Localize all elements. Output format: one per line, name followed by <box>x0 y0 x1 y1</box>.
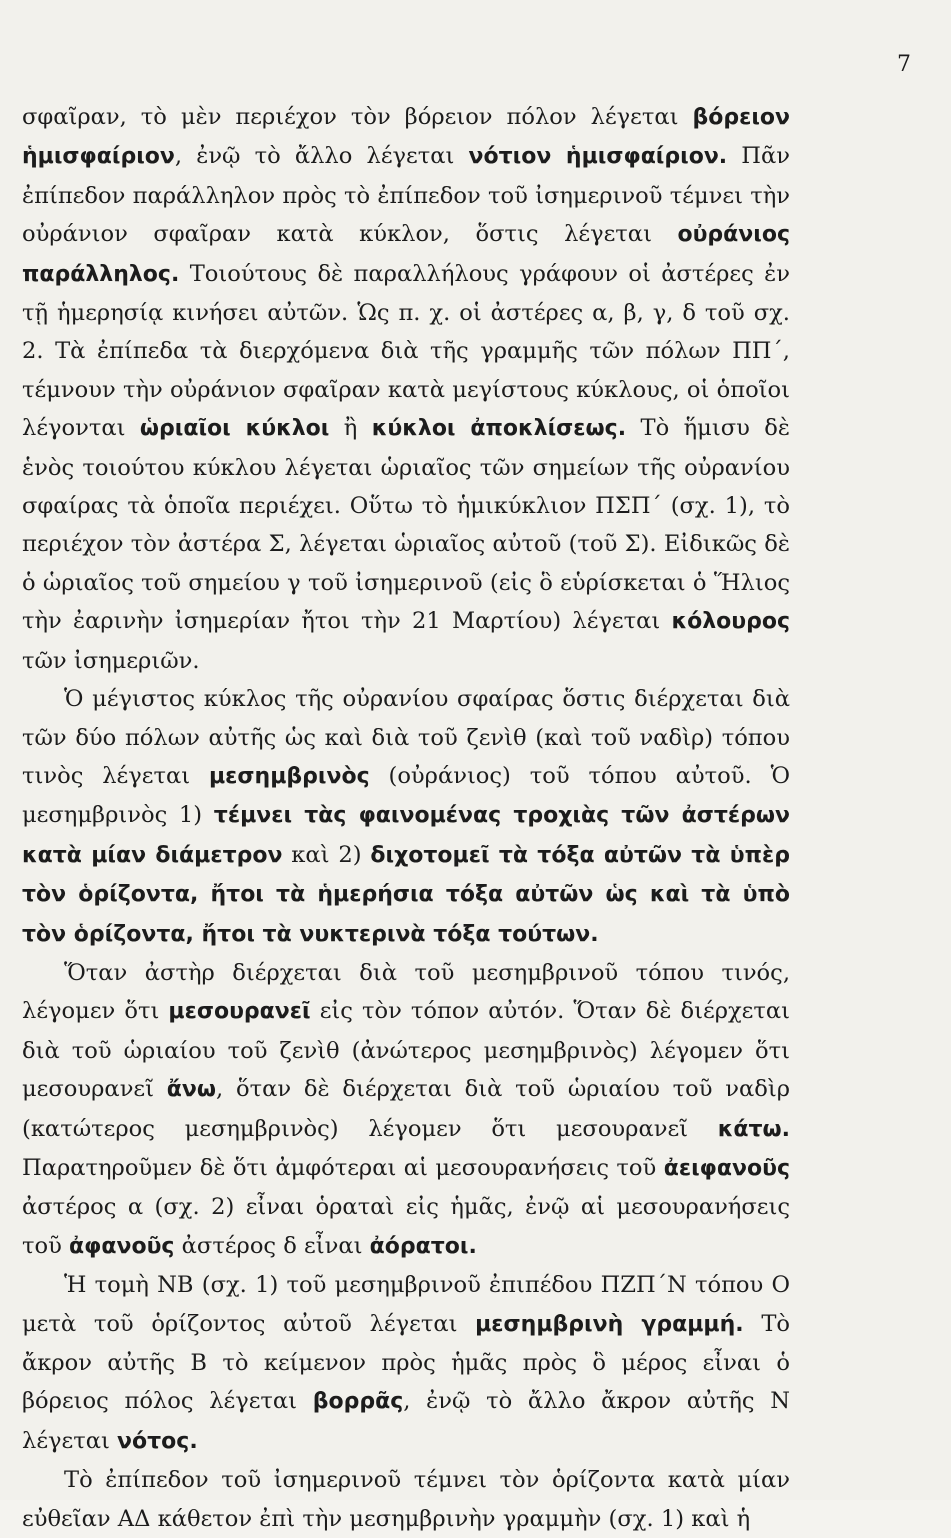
bold-term: μεσουρανεῖ <box>168 999 311 1025</box>
text-run: Τὸ ἄκρον αὐτῆς Β τὸ κείμενον πρὸς ἡμᾶς πρὸς ὃ μέρος εἶναι ὁ βόρειος πόλος λέγεται <box>22 1310 790 1415</box>
paragraph-meridian-line <box>22 1266 790 1461</box>
bold-term: διχοτομεῖ τὰ τόξα αὐτῶν τὰ ὑπὲρ τὸν ὁρίζοντα, ἤτοι τὰ ἡμερήσια τόξα αὐτῶν ὡς καὶ τὰ ὑπὸ τὸν ὁρίζοντα, ἤτοι τὰ νυκτερινὰ τόξα τούτων. <box>22 842 790 947</box>
bold-term: κόλουρος <box>671 609 790 635</box>
bold-term: νότος. <box>117 1428 198 1454</box>
bold-term: μεσημβρινὸς <box>208 763 370 789</box>
text-run: , ἐνῷ τὸ ἄλλο λέγεται <box>174 143 469 170</box>
text-run: Παρατηροῦμεν δὲ ὅτι ἀμφότεραι αἱ μεσουρανήσεις τοῦ <box>22 1154 664 1181</box>
bold-term: κάτω. <box>717 1116 790 1142</box>
bold-term: κύκλοι ἀποκλίσεως. <box>371 416 627 442</box>
text-run: τῶν ἰσημεριῶν. <box>22 647 200 674</box>
text-run: Τὸ ἐπίπεδον τοῦ ἰσημερινοῦ τέμνει τὸν ὁρίζοντα κατὰ μίαν εὐθεῖαν ΑΔ κάθετον ἐπὶ τὴν μεσημβρινὴν γραμμὴν (σχ. 1) καὶ ἡ <box>22 1467 790 1532</box>
bold-term: μεσημβρινὴ γραμμή. <box>475 1311 744 1337</box>
page-number: 7 <box>897 52 911 77</box>
text-run: Ἡ τομὴ ΝΒ (σχ. 1) τοῦ μεσημβρινοῦ ἐπιπέδου ΠΖΠ΄Ν τόπου Ο μετὰ τοῦ ὁρίζοντος αὐτοῦ λέγεται <box>22 1272 790 1337</box>
bold-term: βορρᾶς <box>312 1389 404 1415</box>
bold-term: ἀφανοῦς <box>69 1233 175 1259</box>
text-run: ἢ <box>329 415 372 442</box>
text-run: , ἐνῷ τὸ ἄλλο ἄκρον αὐτῆς Ν λέγεται <box>22 1388 790 1454</box>
text-run: ἀστέρος δ εἶναι <box>174 1232 370 1259</box>
text-run: εἰς τὸν τόπον αὐτόν. Ὅταν δὲ διέρχεται διὰ τοῦ ὡριαίου τοῦ ζενὶθ (ἀνώτερος μεσημβρινὸς) λέγομεν ὅτι μεσουρανεῖ <box>22 998 790 1103</box>
text-run: ἀστέρος α (σχ. 2) εἶναι ὁραταὶ εἰς ἡμᾶς, ἐνῷ αἱ μεσουρανήσεις τοῦ <box>22 1194 790 1259</box>
paragraph-parallels-and-hour-circles <box>22 98 790 680</box>
body-text <box>22 98 790 1538</box>
bold-term: ἀόρατοι. <box>369 1233 477 1259</box>
text-run: Πᾶν ἐπίπεδον παράλληλον πρὸς τὸ ἐπίπεδον τοῦ ἰσημερινοῦ τέμνει τὴν οὐράνιον σφαῖραν κατὰ κύκλον, ὅστις λέγεται <box>22 143 791 248</box>
text-run: Ὅταν ἀστὴρ διέρχεται διὰ τοῦ μεσημβρινοῦ τόπου τινός, λέγομεν ὅτι <box>22 959 790 1025</box>
bold-term: τέμνει τὰς φαινομένας τροχιὰς τῶν ἀστέρων κατὰ μίαν διάμετρον <box>22 803 791 868</box>
bold-term: οὐράνιος παράλληλος. <box>22 222 790 287</box>
bold-term: ἄνω <box>166 1077 217 1103</box>
paragraph-culmination <box>22 954 790 1266</box>
bold-term: ὡριαῖοι κύκλοι <box>139 416 330 442</box>
text-run: , ὅταν δὲ διέρχεται διὰ τοῦ ὡριαίου τοῦ ναδὶρ (κατώτερος μεσημβρινὸς) λέγομεν ὅτι μεσουρανεῖ <box>22 1076 791 1142</box>
paragraph-meridian <box>22 680 790 954</box>
text-run: σφαῖραν, τὸ μὲν περιέχον τὸν βόρειον πόλον λέγεται <box>22 104 693 130</box>
text-run: Τὸ ἥμισυ δὲ ἑνὸς τοιούτου κύκλου λέγεται ὡριαῖος τῶν σημείων τῆς οὐρανίου σφαίρας τὰ ὁποῖα περιέχει. Οὕτω τὸ ἡμικύκλιον ΠΣΠ΄ (σχ. 1), τὸ περιέχον τὸν ἀστέρα Σ, λέγεται ὡριαῖος αὐτοῦ (τοῦ Σ). Εἰδικῶς δὲ ὁ ὡριαῖος τοῦ σημείου γ τοῦ ἰσημερινοῦ (εἰς ὃ εὑρίσκεται ὁ Ἥλιος τὴν ἐαρινὴν ἰσημερίαν ἤτοι τὴν 21 Μαρτίου) λέγεται <box>22 415 791 635</box>
bold-term: ἀειφανοῦς <box>663 1155 790 1181</box>
text-run: (οὐράνιος) τοῦ τόπου αὐτοῦ. Ὁ μεσημβρινὸς 1) <box>22 762 790 829</box>
bold-term: βόρειον ἡμισφαίριον <box>22 105 790 170</box>
text-run: Ὁ μέγιστος κύκλος τῆς οὐρανίου σφαίρας ὅστις διέρχεται διὰ τῶν δύο πόλων αὐτῆς ὡς καὶ διὰ τοῦ ζενὶθ (καὶ τοῦ ναδὶρ) τόπου τινὸς λέγεται <box>22 686 790 789</box>
text-run: Τοιούτους δὲ παραλλήλους γράφουν οἱ ἀστέρες ἐν τῇ ἡμερησίᾳ κινήσει αὐτῶν. Ὡς π. χ. οἱ ἀστέρες α, β, γ, δ τοῦ σχ. 2. Τὰ ἐπίπεδα τὰ διερχόμενα διὰ τῆς γραμμῆς τῶν πόλων ΠΠ΄, τέμνουν τὴν οὐράνιον σφαῖραν κατὰ μεγίστους κύκλους, οἱ ὁποῖοι λέγονται <box>22 260 790 442</box>
bold-term: νότιον ἡμισφαίριον. <box>468 144 728 170</box>
text-run: καὶ 2) <box>282 841 371 868</box>
